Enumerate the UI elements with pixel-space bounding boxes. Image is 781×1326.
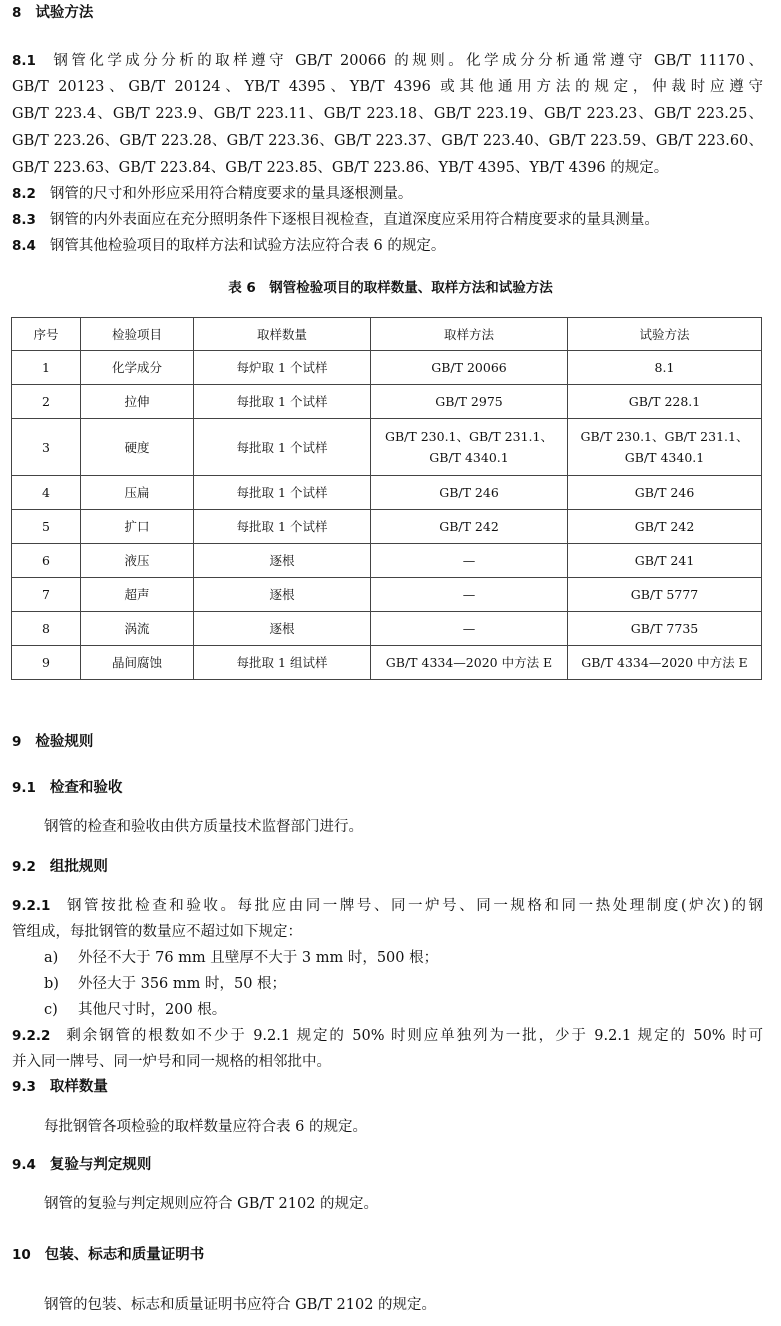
header-sample-count: 取样数量 xyxy=(194,318,371,351)
table-6 xyxy=(11,317,762,680)
cell-item: 扩口 xyxy=(81,510,194,544)
cell-item: 涡流 xyxy=(81,612,194,646)
cell-sample-count: 逐根 xyxy=(194,578,371,612)
header-test-method: 试验方法 xyxy=(568,318,762,351)
cell-test-method: GB/T 246 xyxy=(568,476,762,510)
cell-sample-method: — xyxy=(371,544,568,578)
cell-sample-method-line-2: GB/T 4340.1 xyxy=(429,450,509,465)
section-9-2-1-line-1: 9.2.1 钢管按批检查和验收。每批应由同一牌号、同一炉号、同一规格和同一热处理制度(炉次)的钢 xyxy=(12,898,763,914)
cell-sample-count: 逐根 xyxy=(194,544,371,578)
section-8-4: 8.4 钢管其他检验项目的取样方法和试验方法应符合表 6 的规定。 xyxy=(12,238,446,254)
table-header-row xyxy=(12,318,762,351)
cell-test-method: GB/T 242 xyxy=(568,510,762,544)
cell-test-method-line-1: GB/T 230.1、GB/T 231.1、 xyxy=(580,429,749,444)
section-9-1-heading: 9.1 检查和验收 xyxy=(12,780,123,796)
section-8-2: 8.2 钢管的尺寸和外形应采用符合精度要求的量具逐根测量。 xyxy=(12,186,413,202)
header-sample-method: 取样方法 xyxy=(371,318,568,351)
cell-test-method: 8.1 xyxy=(568,351,762,385)
cell-test-method-line-2: GB/T 4340.1 xyxy=(624,450,705,465)
header-index: 序号 xyxy=(12,318,81,351)
list-item: b) 外径大于 356 mm 时，50 根； xyxy=(44,976,287,992)
section-9-4-heading: 9.4 复验与判定规则 xyxy=(12,1157,152,1173)
cell-index: 2 xyxy=(12,385,81,419)
cell-sample-method: GB/T 4334—2020 中方法 E xyxy=(371,646,568,680)
list-item: a) 外径不大于 76 mm 且壁厚不大于 3 mm 时，500 根； xyxy=(44,950,439,966)
header-item: 检验项目 xyxy=(81,318,194,351)
table-6-caption: 表 6 钢管检验项目的取样数量、取样方法和试验方法 xyxy=(228,280,553,296)
section-9-3-heading: 9.3 取样数量 xyxy=(12,1079,108,1095)
section-9-2-2-line-2: 并入同一牌号、同一炉号和同一规格的相邻批中。 xyxy=(12,1054,331,1070)
cell-sample-count: 每批取 1 个试样 xyxy=(194,510,371,544)
cell-index: 6 xyxy=(12,544,81,578)
cell-sample-count: 每批取 1 组试样 xyxy=(194,646,371,680)
cell-sample-method: GB/T 242 xyxy=(371,510,568,544)
cell-index: 8 xyxy=(12,612,81,646)
cell-index: 7 xyxy=(12,578,81,612)
cell-item: 化学成分 xyxy=(81,351,194,385)
section-9-heading: 9 检验规则 xyxy=(12,734,94,750)
cell-index: 3 xyxy=(12,419,81,476)
table-row xyxy=(12,578,762,612)
section-8-1-line-1: 8.1 钢管化学成分分析的取样遵守 GB/T 20066 的规则。化学成分分析通常遵守 GB/T 11170、 xyxy=(12,53,763,69)
table-row xyxy=(12,510,762,544)
table-row xyxy=(12,544,762,578)
cell-sample-count: 每批取 1 个试样 xyxy=(194,385,371,419)
table-row xyxy=(12,646,762,680)
section-8-1-line-2: GB/T 20123、GB/T 20124、YB/T 4395、YB/T 4396 或其他通用方法的规定，仲裁时应遵守 xyxy=(12,79,763,95)
table-row xyxy=(12,351,762,385)
cell-sample-method: — xyxy=(371,578,568,612)
cell-sample-method: GB/T 2975 xyxy=(371,385,568,419)
cell-index: 9 xyxy=(12,646,81,680)
table-row xyxy=(12,612,762,646)
cell-sample-method xyxy=(371,419,568,476)
cell-sample-count: 逐根 xyxy=(194,612,371,646)
cell-sample-method: — xyxy=(371,612,568,646)
cell-index: 1 xyxy=(12,351,81,385)
cell-sample-method: GB/T 246 xyxy=(371,476,568,510)
section-10-heading: 10 包装、标志和质量证明书 xyxy=(12,1247,205,1263)
cell-test-method: GB/T 241 xyxy=(568,544,762,578)
list-item: c) 其他尺寸时，200 根。 xyxy=(44,1002,227,1018)
cell-sample-count: 每批取 1 个试样 xyxy=(194,419,371,476)
cell-index: 4 xyxy=(12,476,81,510)
cell-sample-method: GB/T 20066 xyxy=(371,351,568,385)
cell-item: 超声 xyxy=(81,578,194,612)
section-10-text: 钢管的包装、标志和质量证明书应符合 GB/T 2102 的规定。 xyxy=(44,1297,437,1313)
cell-sample-method-line-1: GB/T 230.1、GB/T 231.1、 xyxy=(385,429,553,444)
cell-test-method: GB/T 5777 xyxy=(568,578,762,612)
section-9-4-text: 钢管的复验与判定规则应符合 GB/T 2102 的规定。 xyxy=(44,1196,379,1212)
section-8-heading: 8 试验方法 xyxy=(12,5,94,21)
cell-sample-count: 每炉取 1 个试样 xyxy=(194,351,371,385)
table-row xyxy=(12,385,762,419)
section-8-3: 8.3 钢管的内外表面应在充分照明条件下逐根目视检查，直道深度应采用符合精度要求的量具测量。 xyxy=(12,212,659,228)
section-8-1-line-5: GB/T 223.63、GB/T 223.84、GB/T 223.85、GB/T 223.86、YB/T 4395、YB/T 4396 的规定。 xyxy=(12,160,669,176)
section-9-1-text: 钢管的检查和验收由供方质量技术监督部门进行。 xyxy=(44,819,363,835)
table-row xyxy=(12,419,762,476)
cell-item: 液压 xyxy=(81,544,194,578)
cell-item: 压扁 xyxy=(81,476,194,510)
section-8-1-line-4: GB/T 223.26、GB/T 223.28、GB/T 223.36、GB/T 223.37、GB/T 223.40、GB/T 223.59、GB/T 223.60、 xyxy=(12,133,763,149)
cell-test-method: GB/T 7735 xyxy=(568,612,762,646)
cell-test-method: GB/T 228.1 xyxy=(568,385,762,419)
cell-item: 晶间腐蚀 xyxy=(81,646,194,680)
table-row xyxy=(12,476,762,510)
section-8-1-line-3: GB/T 223.4、GB/T 223.9、GB/T 223.11、GB/T 223.18、GB/T 223.19、GB/T 223.23、GB/T 223.25、 xyxy=(12,106,763,122)
section-9-2-1-line-2: 管组成，每批钢管的数量应不超过如下规定： xyxy=(12,924,302,940)
cell-item: 硬度 xyxy=(81,419,194,476)
section-9-2-2-line-1: 9.2.2 剩余钢管的根数如不少于 9.2.1 规定的 50% 时则应单独列为一批，少于 9.2.1 规定的 50% 时可 xyxy=(12,1028,763,1044)
cell-test-method: GB/T 4334—2020 中方法 E xyxy=(568,646,762,680)
cell-index: 5 xyxy=(12,510,81,544)
section-9-3-text: 每批钢管各项检验的取样数量应符合表 6 的规定。 xyxy=(44,1119,367,1135)
cell-item: 拉伸 xyxy=(81,385,194,419)
cell-test-method xyxy=(568,419,762,476)
cell-sample-count: 每批取 1 个试样 xyxy=(194,476,371,510)
section-9-2-heading: 9.2 组批规则 xyxy=(12,859,108,875)
